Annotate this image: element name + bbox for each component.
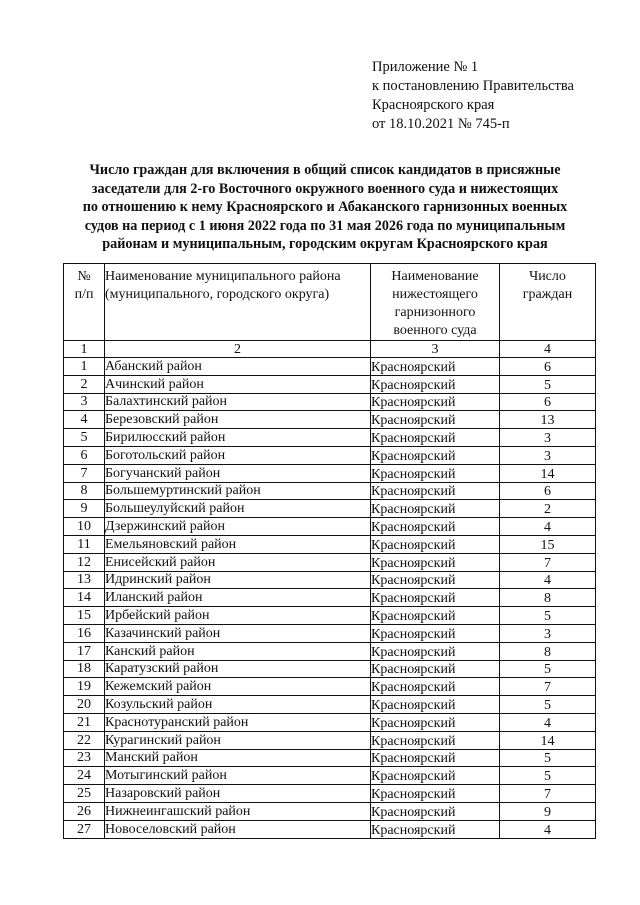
row-number: 6: [64, 446, 105, 464]
header-court-line: Наименование: [391, 269, 479, 284]
district-name: Новоселовский район: [105, 820, 371, 838]
row-number: 4: [64, 411, 105, 429]
citizen-count: 3: [500, 429, 596, 447]
table-row: [64, 696, 596, 714]
citizen-count: 3: [500, 624, 596, 642]
table-row: [64, 553, 596, 571]
header-count: [500, 264, 596, 341]
citizen-count: 5: [500, 696, 596, 714]
appendix-region: Красноярского края: [372, 97, 495, 113]
court-name: Красноярский: [371, 802, 500, 820]
row-number: 3: [64, 393, 105, 411]
row-number: 24: [64, 767, 105, 785]
district-name: Краснотуранский район: [105, 713, 371, 731]
header-court: [371, 264, 500, 341]
citizen-count: 8: [500, 642, 596, 660]
table-row: [64, 411, 596, 429]
header-number-line: №: [77, 269, 91, 284]
table-header-row: [64, 264, 596, 341]
citizen-count: 2: [500, 500, 596, 518]
district-name: Большемуртинский район: [105, 482, 371, 500]
court-name: Красноярский: [371, 607, 500, 625]
header-number: [64, 264, 105, 341]
header-district-line: (муниципального, городского округа): [105, 287, 330, 302]
header-district: [105, 264, 371, 341]
row-number: 20: [64, 696, 105, 714]
table-row: [64, 749, 596, 767]
table-row: [64, 375, 596, 393]
citizen-count: 15: [500, 535, 596, 553]
court-name: Красноярский: [371, 358, 500, 376]
citizen-count: 3: [500, 446, 596, 464]
row-number: 17: [64, 642, 105, 660]
appendix-resolution: к постановлению Правительства: [372, 78, 574, 94]
citizen-count: 5: [500, 375, 596, 393]
district-name: Богучанский район: [105, 464, 371, 482]
district-name: Ачинский район: [105, 375, 371, 393]
row-number: 8: [64, 482, 105, 500]
citizen-count: 9: [500, 802, 596, 820]
table-row: [64, 607, 596, 625]
court-name: Красноярский: [371, 411, 500, 429]
court-name: Красноярский: [371, 660, 500, 678]
district-name: Казачинский район: [105, 624, 371, 642]
table-row: [64, 446, 596, 464]
table-row: [64, 624, 596, 642]
row-number: 13: [64, 571, 105, 589]
district-name: Березовский район: [105, 411, 371, 429]
court-name: Красноярский: [371, 731, 500, 749]
citizen-count: 5: [500, 607, 596, 625]
table-row: [64, 482, 596, 500]
table-row: [64, 785, 596, 803]
court-name: Красноярский: [371, 464, 500, 482]
district-name: Мотыгинский район: [105, 767, 371, 785]
court-name: Красноярский: [371, 553, 500, 571]
row-number: 19: [64, 678, 105, 696]
court-name: Красноярский: [371, 589, 500, 607]
court-name: Красноярский: [371, 518, 500, 536]
court-name: Красноярский: [371, 785, 500, 803]
district-name: Курагинский район: [105, 731, 371, 749]
header-count-line: Число: [529, 269, 566, 284]
header-count-line: граждан: [522, 287, 573, 302]
citizen-count: 4: [500, 518, 596, 536]
header-court-line: гарнизонного: [394, 305, 476, 320]
table-row: [64, 464, 596, 482]
citizen-count: 5: [500, 660, 596, 678]
citizen-count: 4: [500, 713, 596, 731]
header-district-line: Наименование муниципального района: [105, 269, 341, 284]
court-name: Красноярский: [371, 713, 500, 731]
row-number: 18: [64, 660, 105, 678]
court-name: Красноярский: [371, 429, 500, 447]
court-name: Красноярский: [371, 571, 500, 589]
row-number: 9: [64, 500, 105, 518]
row-number: 25: [64, 785, 105, 803]
row-number: 2: [64, 375, 105, 393]
row-number: 7: [64, 464, 105, 482]
header-court-line: военного суда: [393, 323, 477, 338]
court-name: Красноярский: [371, 749, 500, 767]
row-number: 5: [64, 429, 105, 447]
row-number: 12: [64, 553, 105, 571]
table-row: [64, 802, 596, 820]
citizen-count: 13: [500, 411, 596, 429]
row-number: 16: [64, 624, 105, 642]
district-name: Иланский район: [105, 589, 371, 607]
district-name: Назаровский район: [105, 785, 371, 803]
row-number: 1: [64, 358, 105, 376]
citizen-count: 14: [500, 464, 596, 482]
appendix-date: от 18.10.2021 № 745-п: [372, 116, 510, 132]
citizen-count: 5: [500, 767, 596, 785]
district-name: Абанский район: [105, 358, 371, 376]
table-row: [64, 518, 596, 536]
table-row: [64, 660, 596, 678]
table-row: [64, 571, 596, 589]
citizen-count: 4: [500, 820, 596, 838]
district-name: Балахтинский район: [105, 393, 371, 411]
district-name: Каратузский район: [105, 660, 371, 678]
citizen-count: 7: [500, 553, 596, 571]
row-number: 21: [64, 713, 105, 731]
district-name: Дзержинский район: [105, 518, 371, 536]
table-row: [64, 820, 596, 838]
court-name: Красноярский: [371, 696, 500, 714]
citizen-count: 7: [500, 678, 596, 696]
table-body: [64, 358, 596, 839]
citizen-count: 8: [500, 589, 596, 607]
court-name: Красноярский: [371, 535, 500, 553]
header-court-line: нижестоящего: [392, 287, 478, 302]
citizen-count: 14: [500, 731, 596, 749]
district-name: Боготольский район: [105, 446, 371, 464]
column-number: 1: [64, 341, 105, 358]
header-number-line: п/п: [74, 287, 94, 302]
district-name: Большеулуйский район: [105, 500, 371, 518]
table-row: [64, 731, 596, 749]
district-name: Идринский район: [105, 571, 371, 589]
title-line: Число граждан для включения в общий список кандидатов в присяжные: [89, 162, 561, 178]
title-line: судов на период с 1 июня 2022 года по 31 мая 2026 года по муниципальным: [84, 217, 566, 234]
court-name: Красноярский: [371, 393, 500, 411]
district-name: Нижнеингашский район: [105, 802, 371, 820]
row-number: 11: [64, 535, 105, 553]
table-row: [64, 589, 596, 607]
table-row: [64, 642, 596, 660]
court-name: Красноярский: [371, 767, 500, 785]
court-name: Красноярский: [371, 482, 500, 500]
row-number: 26: [64, 802, 105, 820]
column-numbers-row: [64, 341, 596, 358]
district-name: Кежемский район: [105, 678, 371, 696]
title-line: по отношению к нему Красноярского и Абаканского гарнизонных военных: [82, 199, 568, 216]
column-number: 3: [371, 341, 500, 358]
district-name: Бирилюсский район: [105, 429, 371, 447]
district-name: Ирбейский район: [105, 607, 371, 625]
district-name: Канский район: [105, 642, 371, 660]
table-row: [64, 767, 596, 785]
citizen-count: 7: [500, 785, 596, 803]
district-name: Емельяновский район: [105, 535, 371, 553]
appendix-number: Приложение № 1: [372, 59, 479, 75]
court-name: Красноярский: [371, 446, 500, 464]
row-number: 14: [64, 589, 105, 607]
table-row: [64, 358, 596, 376]
citizen-count: 4: [500, 571, 596, 589]
court-name: Красноярский: [371, 624, 500, 642]
table-row: [64, 429, 596, 447]
title-line: районам и муниципальным, городским округам Красноярского края: [102, 236, 548, 253]
court-name: Красноярский: [371, 642, 500, 660]
row-number: 10: [64, 518, 105, 536]
column-number: 4: [500, 341, 596, 358]
table-row: [64, 678, 596, 696]
court-name: Красноярский: [371, 820, 500, 838]
table-row: [64, 393, 596, 411]
column-number: 2: [105, 341, 371, 358]
court-name: Красноярский: [371, 678, 500, 696]
table-row: [64, 713, 596, 731]
citizen-count: 6: [500, 393, 596, 411]
document-title: [60, 161, 590, 254]
district-name: Козульский район: [105, 696, 371, 714]
citizen-count: 6: [500, 482, 596, 500]
row-number: 15: [64, 607, 105, 625]
citizen-count: 6: [500, 358, 596, 376]
row-number: 22: [64, 731, 105, 749]
district-name: Манский район: [105, 749, 371, 767]
districts-table: [63, 263, 596, 839]
appendix-header: [372, 58, 574, 134]
row-number: 23: [64, 749, 105, 767]
title-line: заседатели для 2-го Восточного окружного военного суда и нижестоящих: [91, 180, 559, 197]
table-row: [64, 535, 596, 553]
citizen-count: 5: [500, 749, 596, 767]
district-name: Енисейский район: [105, 553, 371, 571]
table-row: [64, 500, 596, 518]
court-name: Красноярский: [371, 500, 500, 518]
row-number: 27: [64, 820, 105, 838]
court-name: Красноярский: [371, 375, 500, 393]
